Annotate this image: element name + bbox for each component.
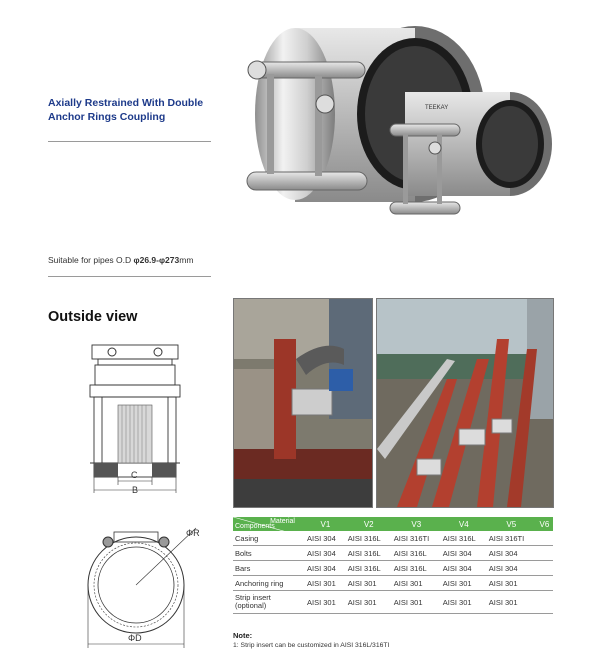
component-name: Anchoring ring [233,576,305,591]
outside-view-heading: Outside view [48,309,138,325]
component-name: Bars [233,561,305,576]
col-v2: V2 [363,519,374,529]
col-v5: V5 [506,519,517,529]
title-divider [48,141,211,142]
suitable-range-text [48,255,193,265]
cell: AISI 304 [441,546,487,561]
section-view-drawing [78,520,218,655]
col-v3: V3 [411,519,422,529]
suitable-divider [48,276,211,277]
installation-photo-engine-room [233,298,373,508]
cell: AISI 301 [441,576,487,591]
materials-table-header [233,517,553,531]
dim-b-label: B [132,485,139,495]
cell: AISI 316TI [392,531,441,546]
cell: AISI 304 [487,561,536,576]
cell [536,576,553,591]
cell: AISI 316L [392,546,441,561]
cell [536,591,553,614]
dim-d-label: ΦD [128,633,142,643]
suitable-range: φ26.9-φ273 [133,255,180,265]
materials-row-strip-insert [233,591,553,614]
cell: AISI 316L [441,531,487,546]
installation-photo-ship-deck [376,298,554,508]
header-material-label: Material [270,518,295,525]
col-v6: V6 [539,519,550,529]
header-corner-cell [233,517,305,531]
cell: AISI 301 [487,576,536,591]
note-text: 1: Strip insert can be customized in AISI 316L/316TI [233,642,390,649]
header-components-label: Components [235,523,275,530]
materials-row-anchoring-ring [233,576,553,591]
dim-c-label: C [131,470,138,480]
note-heading: Note: [233,631,253,640]
col-v1: V1 [320,519,331,529]
cell [536,561,553,576]
product-title-line1: Axially Restrained With Double [48,97,204,109]
cell: AISI 301 [305,576,346,591]
cell: AISI 301 [487,591,536,614]
cell: AISI 316L [392,561,441,576]
cell: AISI 304 [305,531,346,546]
cell: AISI 301 [305,591,346,614]
cell: AISI 304 [305,561,346,576]
component-name: Bolts [233,546,305,561]
product-title-line2: Anchor Rings Coupling [48,111,166,123]
cell: AISI 316L [346,561,392,576]
cell [536,546,553,561]
product-title [48,96,238,124]
cell: AISI 301 [441,591,487,614]
component-name: Casing [233,531,305,546]
cell: AISI 316L [346,546,392,561]
materials-row-bolts [233,546,553,561]
suitable-unit: mm [179,255,194,265]
cell: AISI 316L [346,531,392,546]
cell: AISI 304 [487,546,536,561]
col-v4: V4 [458,519,469,529]
cell: AISI 304 [441,561,487,576]
cell [536,531,553,546]
cell: AISI 301 [346,591,392,614]
cell: AISI 316TI [487,531,536,546]
cell: AISI 301 [346,576,392,591]
cell: AISI 304 [305,546,346,561]
coupling-product-image [225,14,555,234]
cell: AISI 301 [392,591,441,614]
component-name: Strip insert (optional) [233,591,305,614]
brand-mark: TEEKAY [425,105,449,111]
outside-view-drawing [80,335,200,495]
suitable-prefix: Suitable for pipes O.D [48,255,134,265]
dim-r-label: ΦR [186,528,200,538]
cell: AISI 301 [392,576,441,591]
materials-table [233,517,553,614]
materials-row-bars [233,561,553,576]
